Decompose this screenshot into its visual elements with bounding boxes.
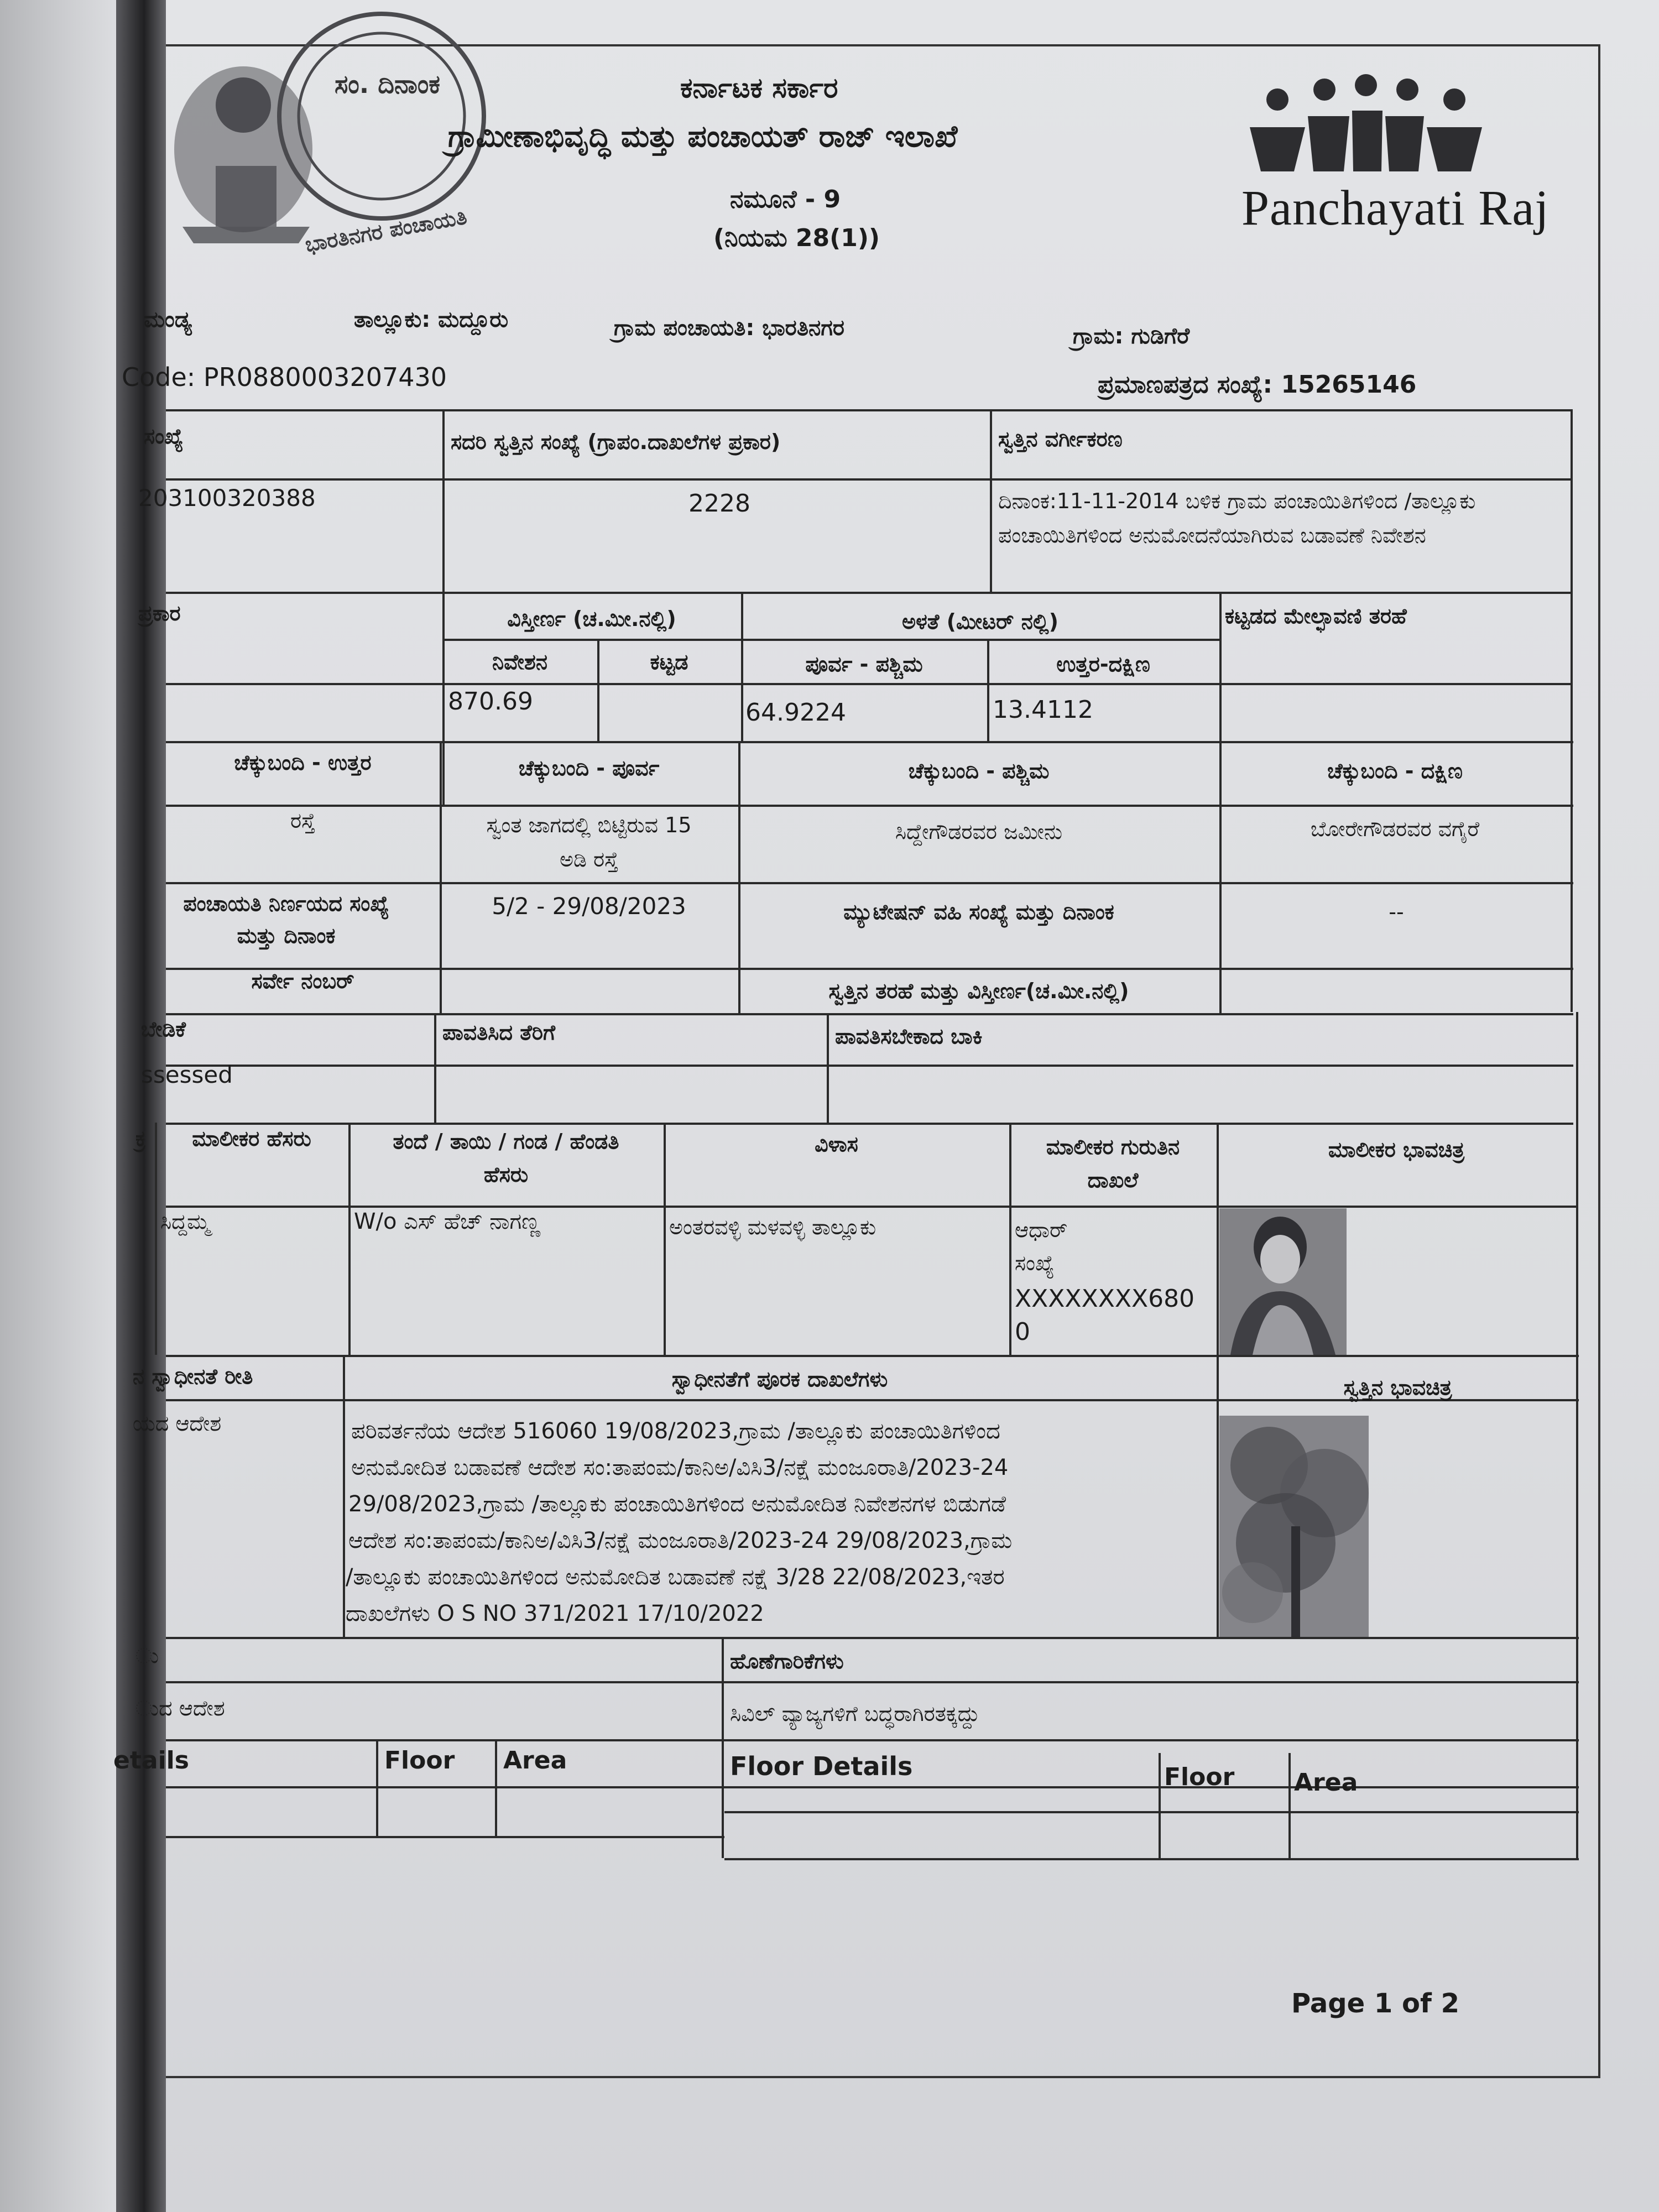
liability-left-label: ು bbox=[135, 1644, 159, 1668]
acquisition-doc-line-3: 29/08/2023,ಗ್ರಾಮ /ತಾಲ್ಲೂಕು ಪಂಚಾಯಿತಿಗಳಿಂದ ಅನುಮೋದಿತ ನಿವೇಶನಗಳ ಬಿಡುಗಡೆ bbox=[348, 1491, 1006, 1517]
owner-relation: W/o ಎಸ್ ಹೆಚ್ ನಾಗಣ್ಣ bbox=[354, 1209, 541, 1234]
boundary-north-label: ಚೆಕ್ಕುಬಂದಿ - ಉತ್ತರ bbox=[234, 750, 372, 775]
owner-address: ಅಂತರವಳ್ಳಿ ಮಳವಳ್ಳಿ ತಾಲ್ಲೂಕು bbox=[669, 1215, 877, 1239]
certificate-number: ಪ್ರಮಾಣಪತ್ರದ ಸಂಖ್ಯೆ: 15265146 bbox=[1098, 371, 1417, 399]
property-id-value: 203100320388 bbox=[138, 484, 316, 512]
property-class-value: ದಿನಾಂಕ:11-11-2014 ಬಳಿಕ ಗ್ರಾಮ ಪಂಚಾಯಿತಿಗಳಿಂದ /ತಾಲ್ಲೂಕು ಪಂಚಾಯಿತಿಗಳಿಂದ ಅನುಮೋದನೆಯಾಗಿರುವ ಬಡಾವಣೆ ನಿವೇಶನ bbox=[998, 489, 1476, 547]
roof-type-label: ಕಟ್ಟಡದ ಮೇಲ್ಛಾವಣಿ ತರಹೆ bbox=[1225, 604, 1407, 628]
department-title: ಗ್ರಾಮೀಣಾಭಿವೃದ್ಧಿ ಮತ್ತು ಪಂಚಾಯತ್ ರಾಜ್ ಇಲಾಖೆ bbox=[448, 119, 958, 154]
site-area-value: 870.69 bbox=[448, 687, 533, 716]
rule-number: (ನಿಯಮ 28(1)) bbox=[713, 224, 880, 252]
site-label: ನಿವೇಶನ bbox=[492, 650, 547, 674]
district: ಮಂಡ್ಯ bbox=[144, 307, 192, 332]
gram-panchayat: ಗ್ರಾಮ ಪಂಚಾಯತಿ: ಭಾರತಿನಗರ bbox=[614, 315, 845, 341]
building-label: ಕಟ್ಟಡ bbox=[650, 650, 688, 674]
property-id-label: ಸಂಖ್ಯೆ bbox=[144, 424, 184, 448]
measurement-label: ಅಳತೆ (ಮೀಟರ್ ನಲ್ಲಿ) bbox=[902, 609, 1058, 634]
floor-right-label: Floor bbox=[1164, 1763, 1235, 1791]
owner-id-type-line2: ಸಂಖ್ಯೆ bbox=[1015, 1251, 1055, 1275]
mutation-label: ಮ್ಯುಟೇಷನ್ ವಹಿ ಸಂಖ್ಯೆ ಮತ್ತು ದಿನಾಂಕ bbox=[843, 900, 1114, 924]
east-west-label: ಪೂರ್ವ - ಪಶ್ಚಿಮ bbox=[805, 652, 923, 676]
boundary-south-value: ಬೋರೇಗೌಡರವರ ವಗೈರೆ bbox=[1310, 817, 1480, 841]
certificate-page bbox=[113, 0, 1659, 2212]
property-number-value: 2228 bbox=[688, 489, 750, 518]
owner-photo bbox=[1219, 1208, 1347, 1355]
owner-id-value-line2: 0 bbox=[1015, 1318, 1030, 1346]
east-west-value: 64.9224 bbox=[745, 698, 846, 727]
asset-photo-label: ಸ್ವತ್ತಿನ ಭಾವಚಿತ್ರ bbox=[1343, 1375, 1452, 1400]
acquisition-doc-line-2: ಅನುಮೋದಿತ ಬಡಾವಣೆ ಆದೇಶ ಸಂ:ತಾಪಂಮ/ಕಾನಿಅ/ವಿಸಿ3/ನಕ್ಷೆ ಮಂಜೂರಾತಿ/2023-24 bbox=[351, 1455, 1009, 1480]
acquisition-doc-line-1: ಪರಿವರ್ತನೆಯ ಆದೇಶ 516060 19/08/2023,ಗ್ರಾಮ /ತಾಲ್ಲೂಕು ಪಂಚಾಯಿತಿಗಳಿಂದ bbox=[351, 1418, 1000, 1444]
page-number: Page 1 of 2 bbox=[1291, 1988, 1459, 2019]
area-right-label: Area bbox=[1294, 1768, 1358, 1797]
boundary-east-value-line1: ಸ್ವಂತ ಜಾಗದಲ್ಲಿ ಬಿಟ್ಟಿರುವ 15 bbox=[486, 813, 692, 837]
liability-left-value: ುದ ಆದೇಶ bbox=[135, 1696, 225, 1720]
tax-status: ssessed bbox=[141, 1061, 233, 1088]
boundary-west-value: ಸಿದ್ದೇಗೌಡರವರ ಜಮೀನು bbox=[895, 820, 1063, 844]
property-code: Code: PR0880003207430 bbox=[122, 362, 447, 392]
north-south-value: 13.4112 bbox=[993, 696, 1093, 724]
resolution-label-line2: ಮತ್ತು ದಿನಾಂಕ bbox=[237, 924, 336, 948]
asset-photo bbox=[1219, 1416, 1369, 1637]
owner-id-type-line1: ಆಧಾರ್ bbox=[1015, 1218, 1068, 1242]
form-number: ನಮೂನೆ - 9 bbox=[730, 185, 841, 213]
acquisition-doc-line-5: /ತಾಲ್ಲೂಕು ಪಂಚಾಯಿತಿಗಳಿಂದ ಅನುಮೋದಿತ ಬಡಾವಣೆ ನಕ್ಷೆ 3/28 22/08/2023,ಇತರ bbox=[346, 1564, 1005, 1590]
property-number-label: ಸದರಿ ಸ್ವತ್ತಿನ ಸಂಖ್ಯೆ (ಗ್ರಾಪಂ.ದಾಖಲೆಗಳ ಪ್ರಕಾರ) bbox=[451, 430, 781, 454]
asset-type-area-label: ಸ್ವತ್ತಿನ ತರಹೆ ಮತ್ತು ವಿಸ್ತೀರ್ಣ(ಚ.ಮೀ.ನಲ್ಲಿ) bbox=[828, 979, 1129, 1003]
seal-ring-text: ಭಾರತಿನಗರ ಪಂಚಾಯತಿ bbox=[303, 204, 469, 257]
boundary-north-value: ರಸ್ತೆ bbox=[290, 808, 316, 833]
area-label: ವಿಸ್ತೀರ್ಣ (ಚ.ಮೀ.ನಲ್ಲಿ) bbox=[507, 607, 676, 631]
owner-id-label-line2: ದಾಖಲೆ bbox=[1087, 1168, 1139, 1192]
govt-title: ಕರ್ನಾಟಕ ಸರ್ಕಾರ bbox=[680, 72, 838, 104]
type-label: ಪ್ರಕಾರ bbox=[138, 601, 181, 625]
seal-text: ಸಂ. ದಿನಾಂಕ bbox=[335, 69, 440, 99]
owner-photo-label: ಮಾಲೀಕರ ಭಾವಚಿತ್ರ bbox=[1328, 1138, 1465, 1162]
owner-id-label-line1: ಮಾಲೀಕರ ಗುರುತಿನ bbox=[1046, 1135, 1180, 1159]
village: ಗ್ರಾಮ: ಗುಡಿಗೆರೆ bbox=[1073, 324, 1190, 349]
owner-name-label: ಮಾಲೀಕರ ಹೆಸರು bbox=[192, 1126, 311, 1151]
resolution-value: 5/2 - 29/08/2023 bbox=[492, 893, 686, 920]
owner-id-value-line1: XXXXXXXX680 bbox=[1015, 1285, 1195, 1313]
boundary-east-label: ಚೆಕ್ಕುಬಂದಿ - ಪೂರ್ವ bbox=[518, 756, 660, 780]
floor-details-left-label: etails bbox=[113, 1746, 189, 1775]
boundary-east-value-line2: ಅಡಿ ರಸ್ತೆ bbox=[559, 847, 619, 872]
acquisition-docs-label: ಸ್ವಾಧೀನತೆಗೆ ಪೂರಕ ದಾಖಲೆಗಳು bbox=[671, 1367, 888, 1391]
owner-name: ಸಿದ್ದಮ್ಮ bbox=[160, 1209, 210, 1234]
taluk: ತಾಲ್ಲೂಕು: ಮದ್ದೂರು bbox=[354, 307, 509, 332]
panchayati-raj-brand: Panchayati Raj bbox=[1241, 181, 1550, 236]
resolution-label-line1: ಪಂಚಾಯತಿ ನಿರ್ಣಯದ ಸಂಖ್ಯೆ bbox=[183, 891, 389, 916]
tax-paid-label: ಪಾವತಿಸಿದ ತೆರಿಗೆ bbox=[442, 1020, 556, 1045]
liability-value: ಸಿವಿಲ್ ವ್ಯಾಜ್ಯಗಳಿಗೆ ಬದ್ಧರಾಗಿರತಕ್ಕದ್ದು bbox=[730, 1702, 980, 1726]
acquisition-method-label: ನ ಸ್ವಾಧೀನತೆ ರೀತಿ bbox=[133, 1364, 253, 1389]
acquisition-method: ಯದ ಆದೇಶ bbox=[133, 1411, 222, 1436]
owner-address-label: ವಿಳಾಸ bbox=[815, 1132, 858, 1156]
panchayati-raj-logo-icon bbox=[1239, 77, 1493, 182]
tax-balance-label: ಪಾವತಿಸಬೇಕಾದ ಬಾಕಿ bbox=[835, 1024, 983, 1048]
area-left-label: Area bbox=[503, 1746, 567, 1775]
liability-label: ಹೊಣೆಗಾರಿಕೆಗಳು bbox=[730, 1649, 844, 1673]
survey-number-label: ಸರ್ವೇ ನಂಬರ್ bbox=[251, 969, 354, 993]
north-south-label: ಉತ್ತರ-ದಕ್ಷಿಣ bbox=[1056, 652, 1150, 676]
owner-index-label: ಕ್ರ bbox=[135, 1126, 146, 1151]
mutation-value: -- bbox=[1389, 900, 1404, 924]
floor-left-label: Floor bbox=[384, 1746, 455, 1775]
boundary-west-label: ಚೆಕ್ಕುಬಂದಿ - ಪಶ್ಚಿಮ bbox=[908, 759, 1050, 783]
boundary-south-label: ಚೆಕ್ಕುಬಂದಿ - ದಕ್ಷಿಣ bbox=[1327, 759, 1463, 783]
property-class-label: ಸ್ವತ್ತಿನ ವರ್ಗೀಕರಣ bbox=[998, 427, 1123, 451]
acquisition-doc-line-4: ಆದೇಶ ಸಂ:ತಾಪಂಮ/ಕಾನಿಅ/ವಿಸಿ3/ನಕ್ಷೆ ಮಂಜೂರಾತಿ/2023-24 29/08/2023,ಗ್ರಾಮ bbox=[348, 1528, 1013, 1553]
floor-details-right-label: Floor Details bbox=[730, 1751, 913, 1781]
owner-relation-label-line2: ಹೆಸರು bbox=[483, 1162, 529, 1187]
owner-relation-label-line1: ತಂದೆ / ತಾಯಿ / ಗಂಡ / ಹೆಂಡತಿ bbox=[393, 1129, 619, 1154]
tax-demand-label: ಬೇಡಿಕೆ bbox=[141, 1017, 186, 1041]
acquisition-doc-line-6: ದಾಖಲೆಗಳು O S NO 371/2021 17/10/2022 bbox=[346, 1601, 764, 1626]
